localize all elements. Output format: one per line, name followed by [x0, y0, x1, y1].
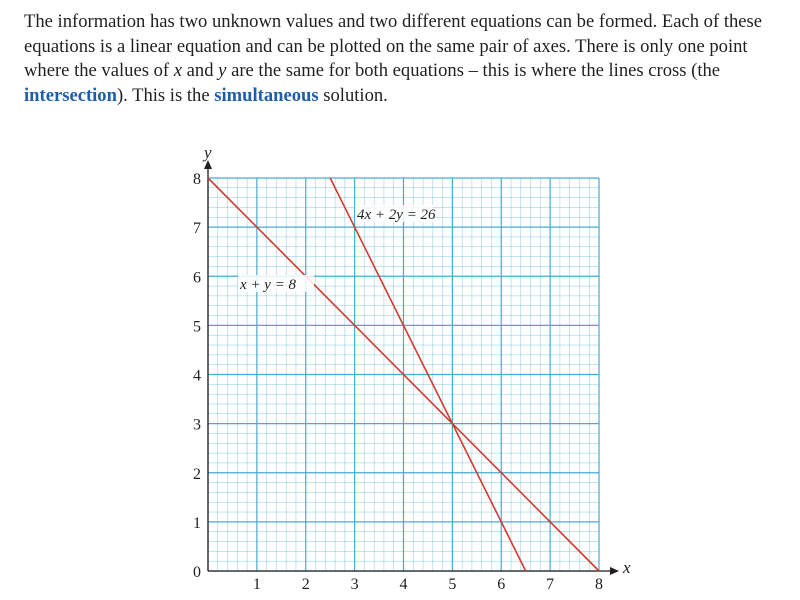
paragraph-text-5: solution.: [318, 84, 388, 106]
x-tick-label: 6: [497, 576, 506, 593]
x-tick-label: 1: [252, 576, 261, 593]
x-tick-label: 7: [546, 576, 555, 593]
x-tick-label: 5: [448, 576, 457, 593]
line-label: x + y = 8: [240, 277, 297, 293]
variable-x: x: [173, 60, 182, 81]
y-tick-label: 7: [193, 220, 201, 238]
y-tick-label: 4: [193, 367, 201, 385]
line-label: 4x + 2y = 26: [357, 207, 436, 223]
x-tick-label: 3: [350, 576, 359, 593]
y-tick-label: 0: [193, 564, 201, 581]
paragraph-text-3: are the same for both equations – this is where the lines cross (the: [226, 60, 721, 81]
x-tick-label: 4: [399, 576, 408, 593]
y-axis-label: y: [204, 143, 212, 162]
line-labels: [238, 205, 436, 293]
paragraph-text-2: and: [182, 60, 219, 81]
paragraph-text-1: The information has two unknown values and two different equations can be formed. Each of these equations is a linear equation and can be plotted on the same pair of axes. There is only one point where the values of: [24, 11, 763, 81]
x-axis-arrow: [610, 567, 619, 575]
y-tick-label: 5: [193, 318, 201, 336]
y-tick-label: 6: [193, 269, 201, 287]
y-tick-label: 8: [193, 171, 201, 188]
y-tick-label: 2: [193, 465, 201, 483]
term-intersection: intersection: [24, 84, 117, 106]
x-tick-label: 8: [595, 576, 603, 593]
x-axis-label: x: [623, 558, 631, 577]
x-tick-label: 2: [301, 576, 310, 593]
y-tick-label: 1: [193, 514, 201, 532]
y-tick-label: 3: [193, 416, 201, 434]
term-simultaneous: simultaneous: [214, 84, 319, 106]
variable-y: y: [218, 60, 227, 81]
paragraph-text-4: ). This is the: [116, 84, 215, 106]
